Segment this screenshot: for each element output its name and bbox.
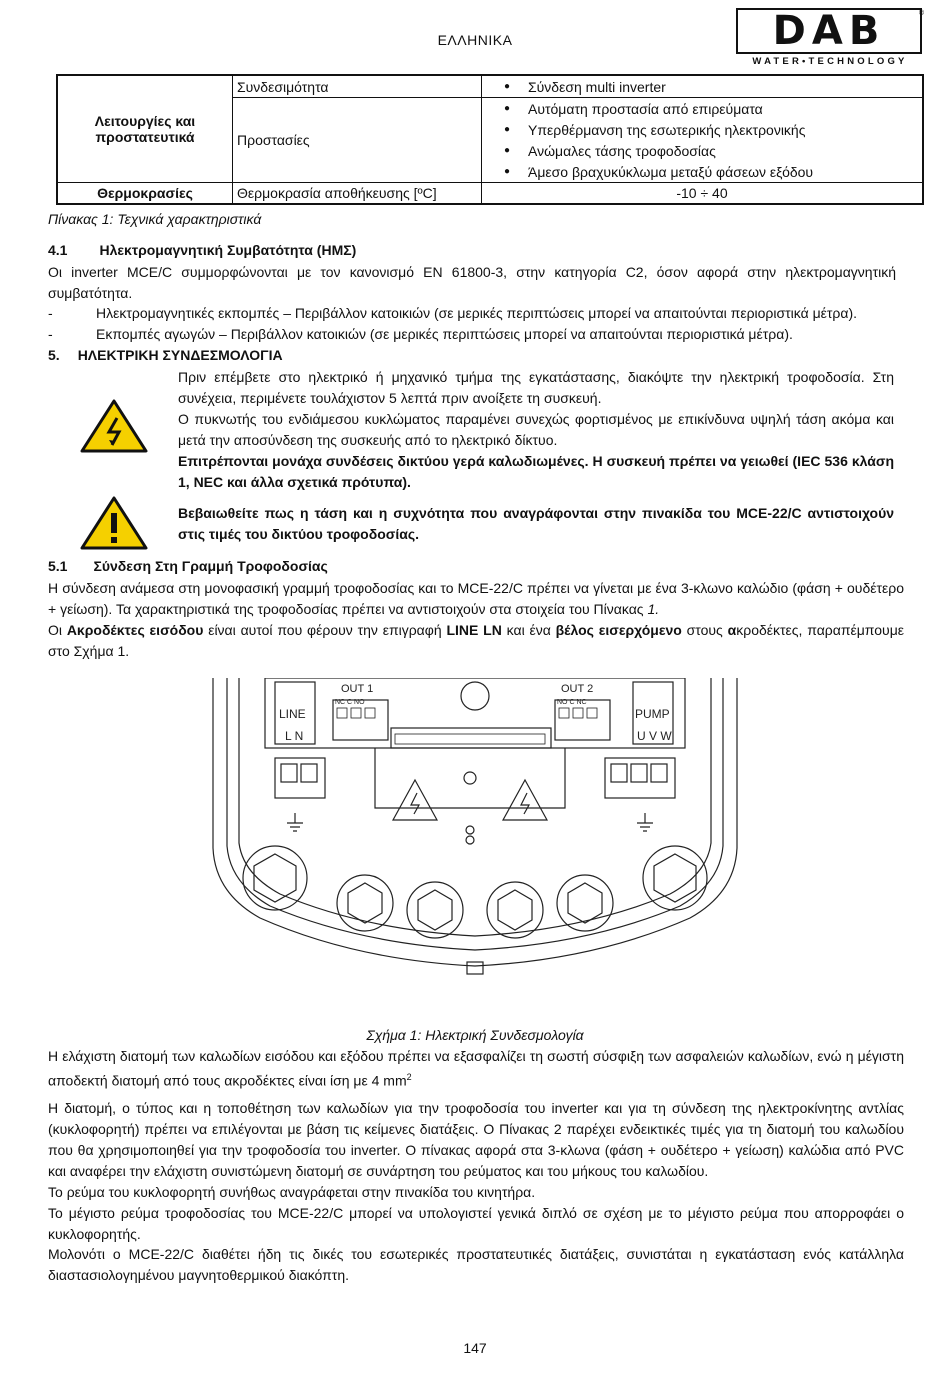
label-out1: OUT 1 xyxy=(341,683,374,695)
section-5-1-p1: Η σύνδεση ανάμεσα στη μονοφασική γραμμή τροφοδοσίας και το MCE-22/C πρέπει να γίνεται με ένα 3-κλωνο καλώδιο (φάση + ουδέτερο + γείωση). Τα χαρακτηριστικά της τροφοδοσίας πρέπει να αντιστοιχούν στα στοιχεία του Πίνακας 1. xyxy=(48,580,904,617)
label-out2: OUT 2 xyxy=(561,683,594,695)
label-nc2: NO C NC xyxy=(557,699,587,706)
section-4-1-text: Οι inverter MCE/C συμμορφώνονται με τον κανονισμό EN 61800-3, στην κατηγορία C2, όσον αφορά στην ηλεκτρομαγνητική συμβατότητα. xyxy=(48,264,896,301)
table-sub-storage-temp: Θερμοκρασία αποθήκευσης [ºC] xyxy=(233,183,482,204)
table-sub-protections: Προστασίες xyxy=(233,98,482,183)
table-category-temperatures: Θερμοκρασίες xyxy=(57,183,233,204)
section-4-1-dash-2: - Εκπομπές αγωγών – Περιβάλλον κατοικιών (σε μερικές περιπτώσεις μπορεί να απαιτούνται περιοριστικά μέτρα). xyxy=(48,326,793,342)
section-4-1-heading: 4.1 Ηλεκτρομαγνητική Συμβατότητα (ΗΜΣ) xyxy=(48,242,357,258)
table-caption: Πίνακας 1: Τεχνικά χαρακτηριστικά xyxy=(48,211,262,227)
label-nc1: NC C NO xyxy=(335,699,365,706)
section-5-heading: 5. ΗΛΕΚΤΡΙΚΗ ΣΥΝΔΕΣΜΟΛΟΓΙΑ xyxy=(48,347,283,363)
section-5-1-heading: 5.1 Σύνδεση Στη Γραμμή Τροφοδοσίας xyxy=(48,558,328,574)
page-number: 147 xyxy=(463,1340,487,1356)
table-cell-connectivity: ● Σύνδεση multi inverter xyxy=(482,75,924,98)
warning-1: Πριν επέμβετε στο ηλεκτρικό ή μηχανικό τμήμα της εγκατάστασης, διακόψτε την ηλεκτρική τροφοδοσία. Στη συνέχεια, περιμένετε τουλάχιστον 5 λεπτά πριν ανοίξετε τη συσκευή. Ο πυκνωτής του ενδιάμεσου κυκλώματος παραμένει συνεχώς φορτισμένος με επικίνδυνα υψηλή τάση ακόμα και μετά την αποσύνδεση της συσκευής από το ηλεκτρικό δίκτυο. Επιτρέπονται μονάχα συνδέσεις δικτύου γερά καλωδιωμένες. Η συσκευή πρέπει να γειωθεί (IEC 536 κλάση 1, NEC και άλλα σχετικά πρότυπα). xyxy=(178,369,894,490)
paragraph-breaker: Μολονότι ο MCE-22/C διαθέτει ήδη τις δικές του εσωτερικές προστατευτικές διατάξεις, συνιστάται η εγκατάσταση ενός κατάλληλα διαστασιολογημένου μαγνητοθερμικού διακόπτη. xyxy=(48,1246,904,1283)
electric-hazard-icon xyxy=(79,398,149,454)
label-line: LINE xyxy=(279,707,306,721)
logo-registered: ® xyxy=(918,10,924,17)
label-ln: L N xyxy=(285,729,304,743)
section-4-1-dash-1: - Ηλεκτρομαγνητικές εκπομπές – Περιβάλλον κατοικιών (σε μερικές περιπτώσεις μπορεί να απαιτούνται περιοριστικά μέτρα). xyxy=(48,305,858,321)
paragraph-cross-section: Η ελάχιστη διατομή των καλωδίων εισόδου και εξόδου πρέπει να εξασφαλίζει τη σωστή σύσφιξη των ασφαλειών καλωδίων, ενώ η μέγιστη αποδεκτή διατομή από τους ακροδέκτες είναι ίση με 4 $mm^2$ xyxy=(48,1048,904,1089)
warning-2: Βεβαιωθείτε πως η τάση και η συχνότητα που αναγράφονται στην πινακίδα του MCE-22/C αντιστοιχούν στις τιμές του δικτύου τροφοδοσίας. xyxy=(178,505,894,542)
logo-subtitle: WATER•TECHNOLOGY xyxy=(752,56,908,67)
specs-table xyxy=(56,74,924,205)
paragraph-motor-plate: Το ρεύμα του κυκλοφορητή συνήθως αναγράφεται στην πινακίδα του κινητήρα. xyxy=(48,1184,536,1200)
general-warning-icon xyxy=(79,495,149,551)
logo-text: DAB xyxy=(772,8,886,54)
header-language: ΕΛΛΗΝΙΚΑ xyxy=(437,32,513,48)
label-pump: PUMP xyxy=(635,707,670,721)
wiring-diagram xyxy=(205,678,745,988)
paragraph-cable-selection: Η διατομή, ο τύπος και η τοποθέτηση των καλωδίων για την τροφοδοσία του inverter και για τη σύνδεση της ηλεκτροκίνητης αντλίας (κυκλοφορητή) πρέπει να επιλέγονται με βάση τις κείμενες διατάξεις. Ο Πίνακας 2 παρέχει ενδεικτικές τιμές για τη διατομή του καλωδίου που θα χρησιμοποιηθεί για την τροφοδοσία του inverter. Ο πίνακας αφορά στα 3-κλωνα (φάση + ουδέτερο + γείωση) καλώδια από PVC και αναφέρει την ελάχιστη συνιστώμενη διατομή σε συνάρτηση του ρεύματος και του μήκους του καλωδίου. xyxy=(48,1100,904,1179)
table-cell-protections: ● Αυτόματη προστασία από επιρεύματα ● Υπερθέρμανση της εσωτερικής ηλεκτρονικής ● Ανώμαλες τάσης τροφοδοσίας ● Άμεσο βραχυκύκλωμα μεταξύ φάσεων εξόδου xyxy=(482,98,924,183)
table-value-storage-temp: -10 ÷ 40 xyxy=(482,183,924,204)
dab-logo xyxy=(736,8,924,70)
label-uvw: U V W xyxy=(637,729,672,743)
section-5-1-p2: Οι Ακροδέκτες εισόδου είναι αυτοί που φέρουν την επιγραφή LINE LN και ένα βέλος εισερχόμενο στους ακροδέκτες, παραπέμπουμε στο Σχήμα 1. xyxy=(48,622,905,659)
paragraph-max-current: Το μέγιστο ρεύμα τροφοδοσίας του MCE-22/C μπορεί να υπολογιστεί γενικά διπλό σε σχέση με το μέγιστο ρεύμα που απορροφάει ο κυκλοφορητής. xyxy=(48,1205,904,1242)
table-category-functions: Λειτουργίες και προστατευτικά xyxy=(57,75,233,183)
figure-caption: Σχήμα 1: Ηλεκτρική Συνδεσμολογία xyxy=(366,1027,584,1043)
table-sub-connectivity: Συνδεσιμότητα xyxy=(233,75,482,98)
